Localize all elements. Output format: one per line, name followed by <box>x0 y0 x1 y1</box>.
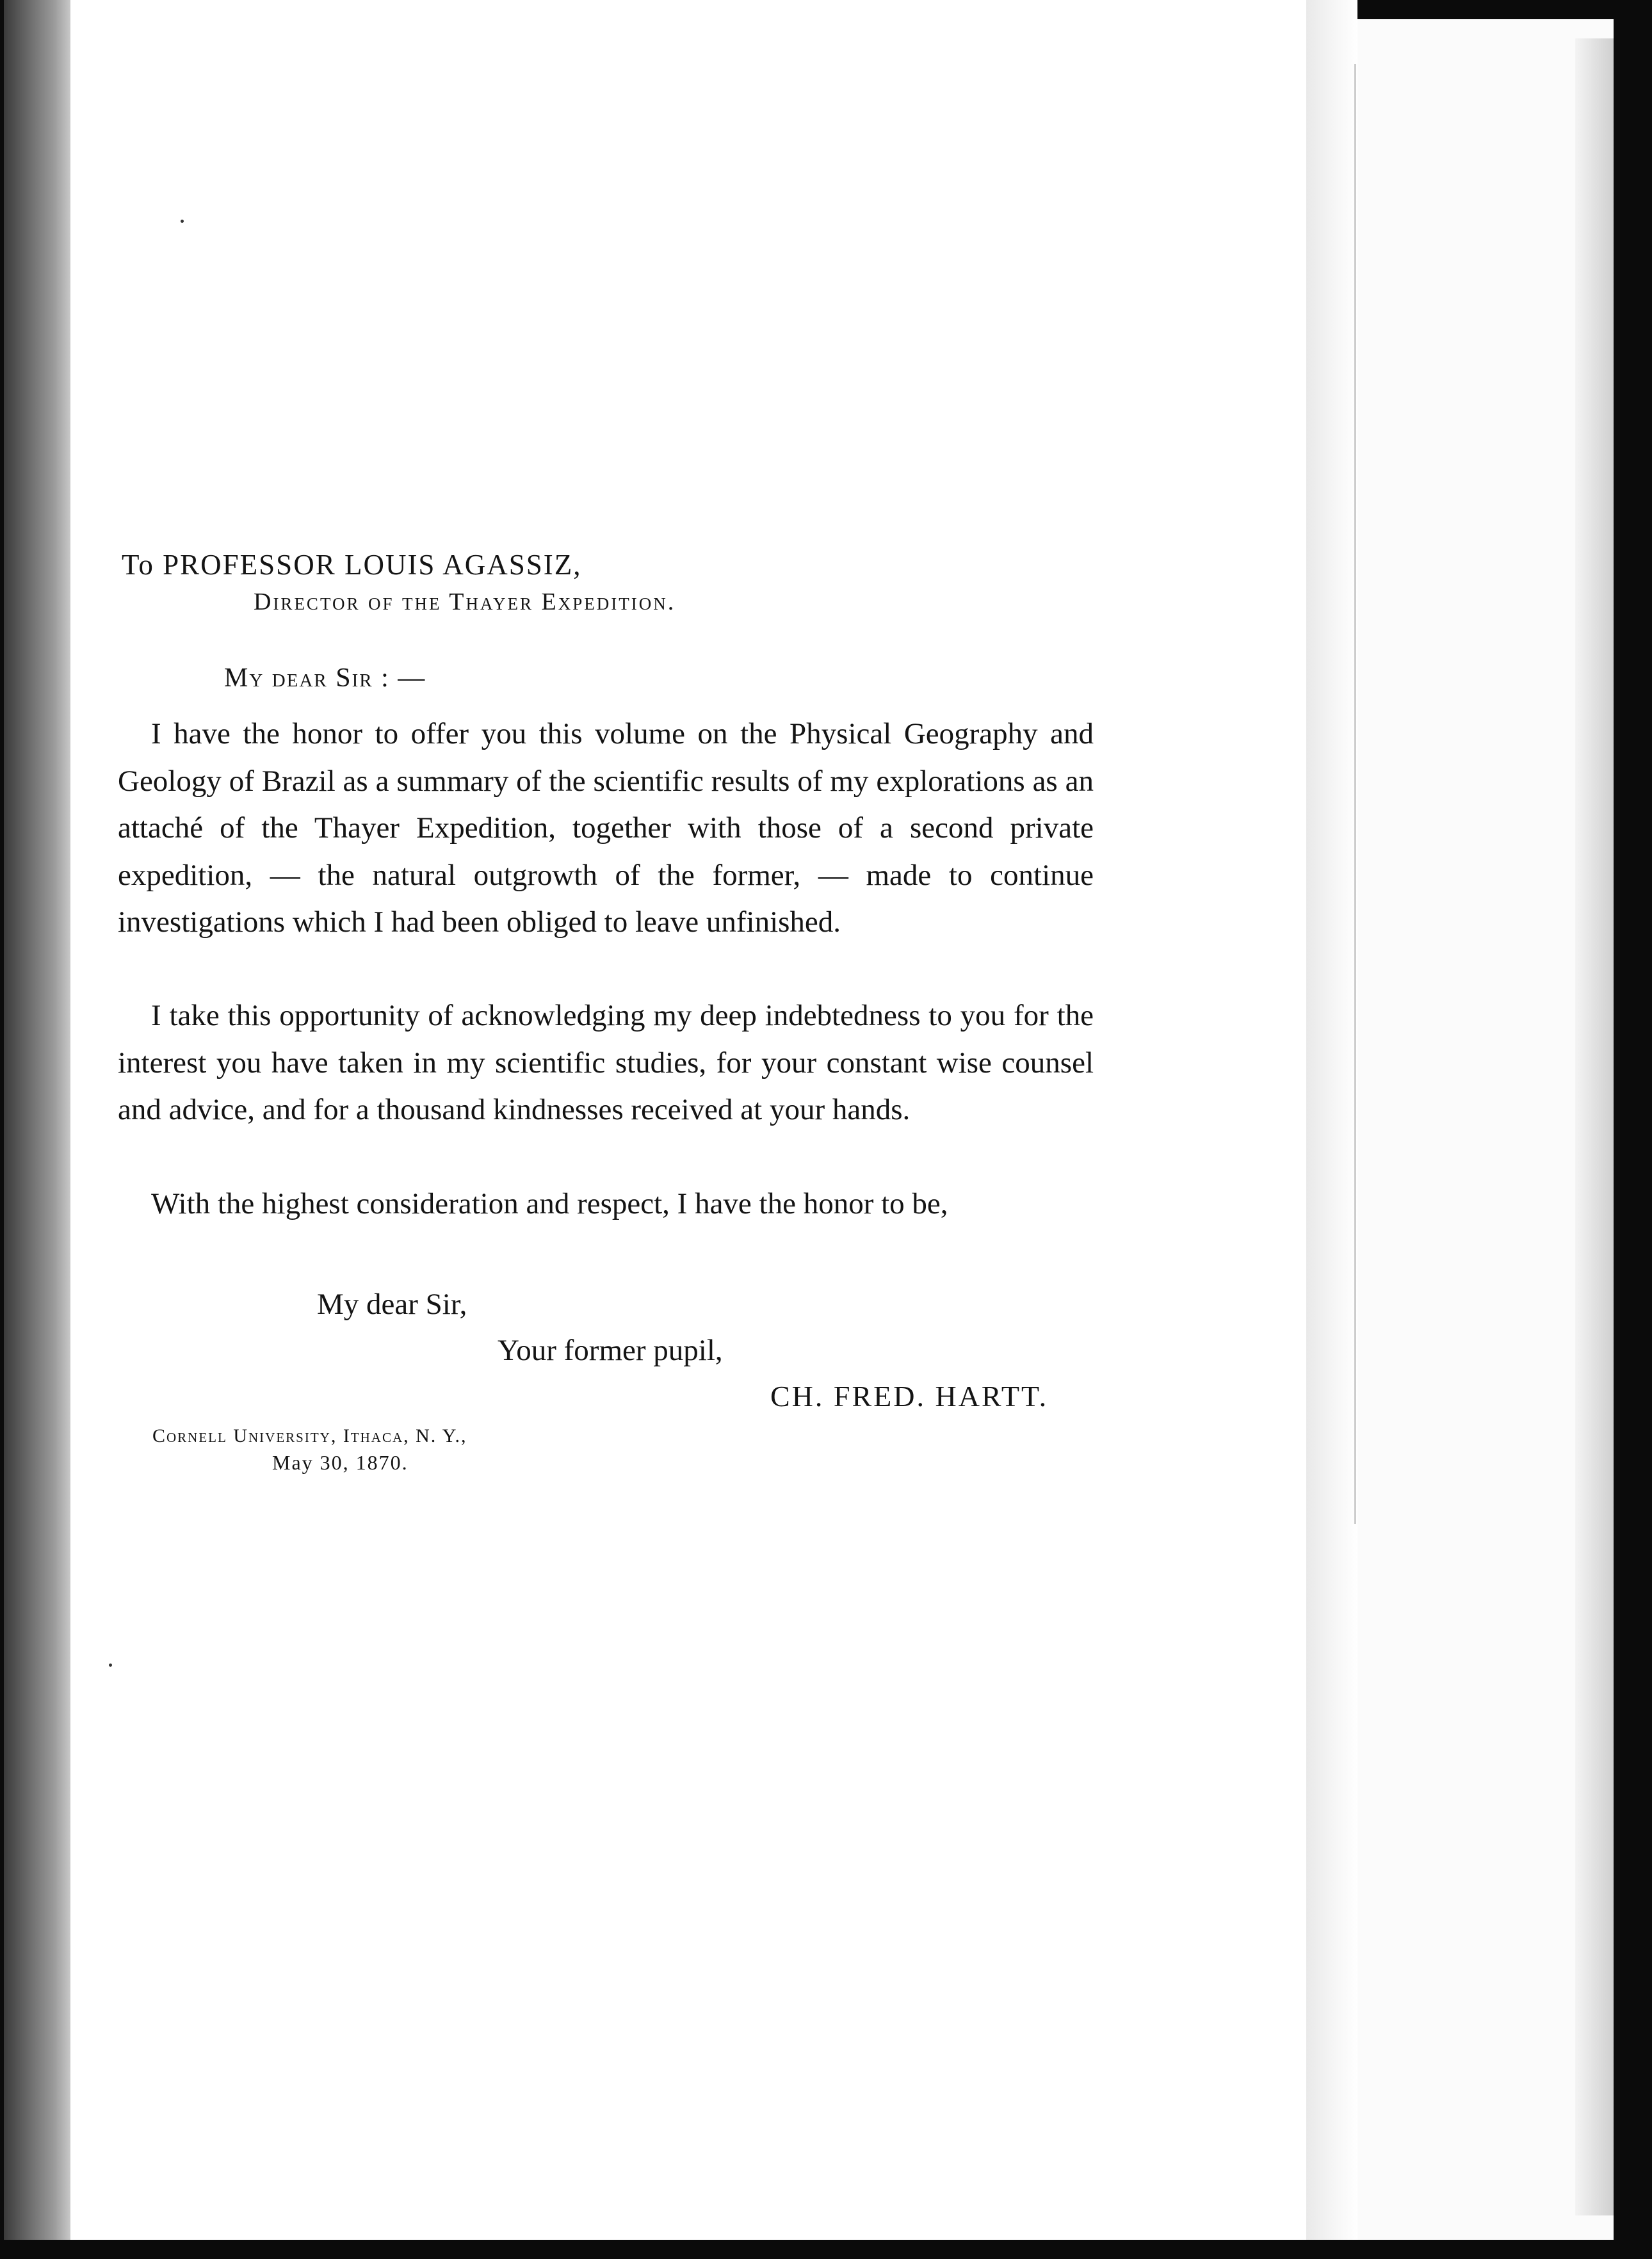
body-paragraph: I have the honor to offer you this volume on the Physical Geography and Geology of Brazil as a summary of the scientific results of my explorations as an attaché of the Thayer Expedition, together with those of a second private expedition, — the natural outgrowth of the former, — made to continue investigations which I had been obliged to leave unfinished. <box>118 717 1094 939</box>
adjacent-page-shadow <box>1575 38 1614 2215</box>
recipient-title: Director of the Thayer Expedition. <box>254 588 676 615</box>
salutation: My dear Sir : — <box>224 663 426 693</box>
page-gutter <box>1306 0 1357 2240</box>
book-spine-edge <box>4 0 70 2240</box>
paper-speck <box>109 1664 112 1667</box>
closing-valediction: Your former pupil, <box>498 1334 723 1367</box>
body-paragraph: I take this opportunity of acknowledging my deep indebtedness to you for the interest you have taken in my scientific studies, for your constant wise counsel and advice, and for a thousand kindnesses received at your hands. <box>118 999 1094 1126</box>
page-crease <box>1354 64 1356 1524</box>
letter-place: Cornell University, Ithaca, N. Y., <box>152 1425 467 1446</box>
letter-date: May 30, 1870. <box>272 1451 409 1474</box>
signature: CH. FRED. HARTT. <box>770 1380 1049 1413</box>
closing-salutation: My dear Sir, <box>317 1288 467 1321</box>
recipient-line: To PROFESSOR LOUIS AGASSIZ, <box>122 549 582 581</box>
body-paragraph: With the highest consideration and respect, I have the honor to be, <box>151 1187 948 1220</box>
paper-speck <box>181 220 184 223</box>
